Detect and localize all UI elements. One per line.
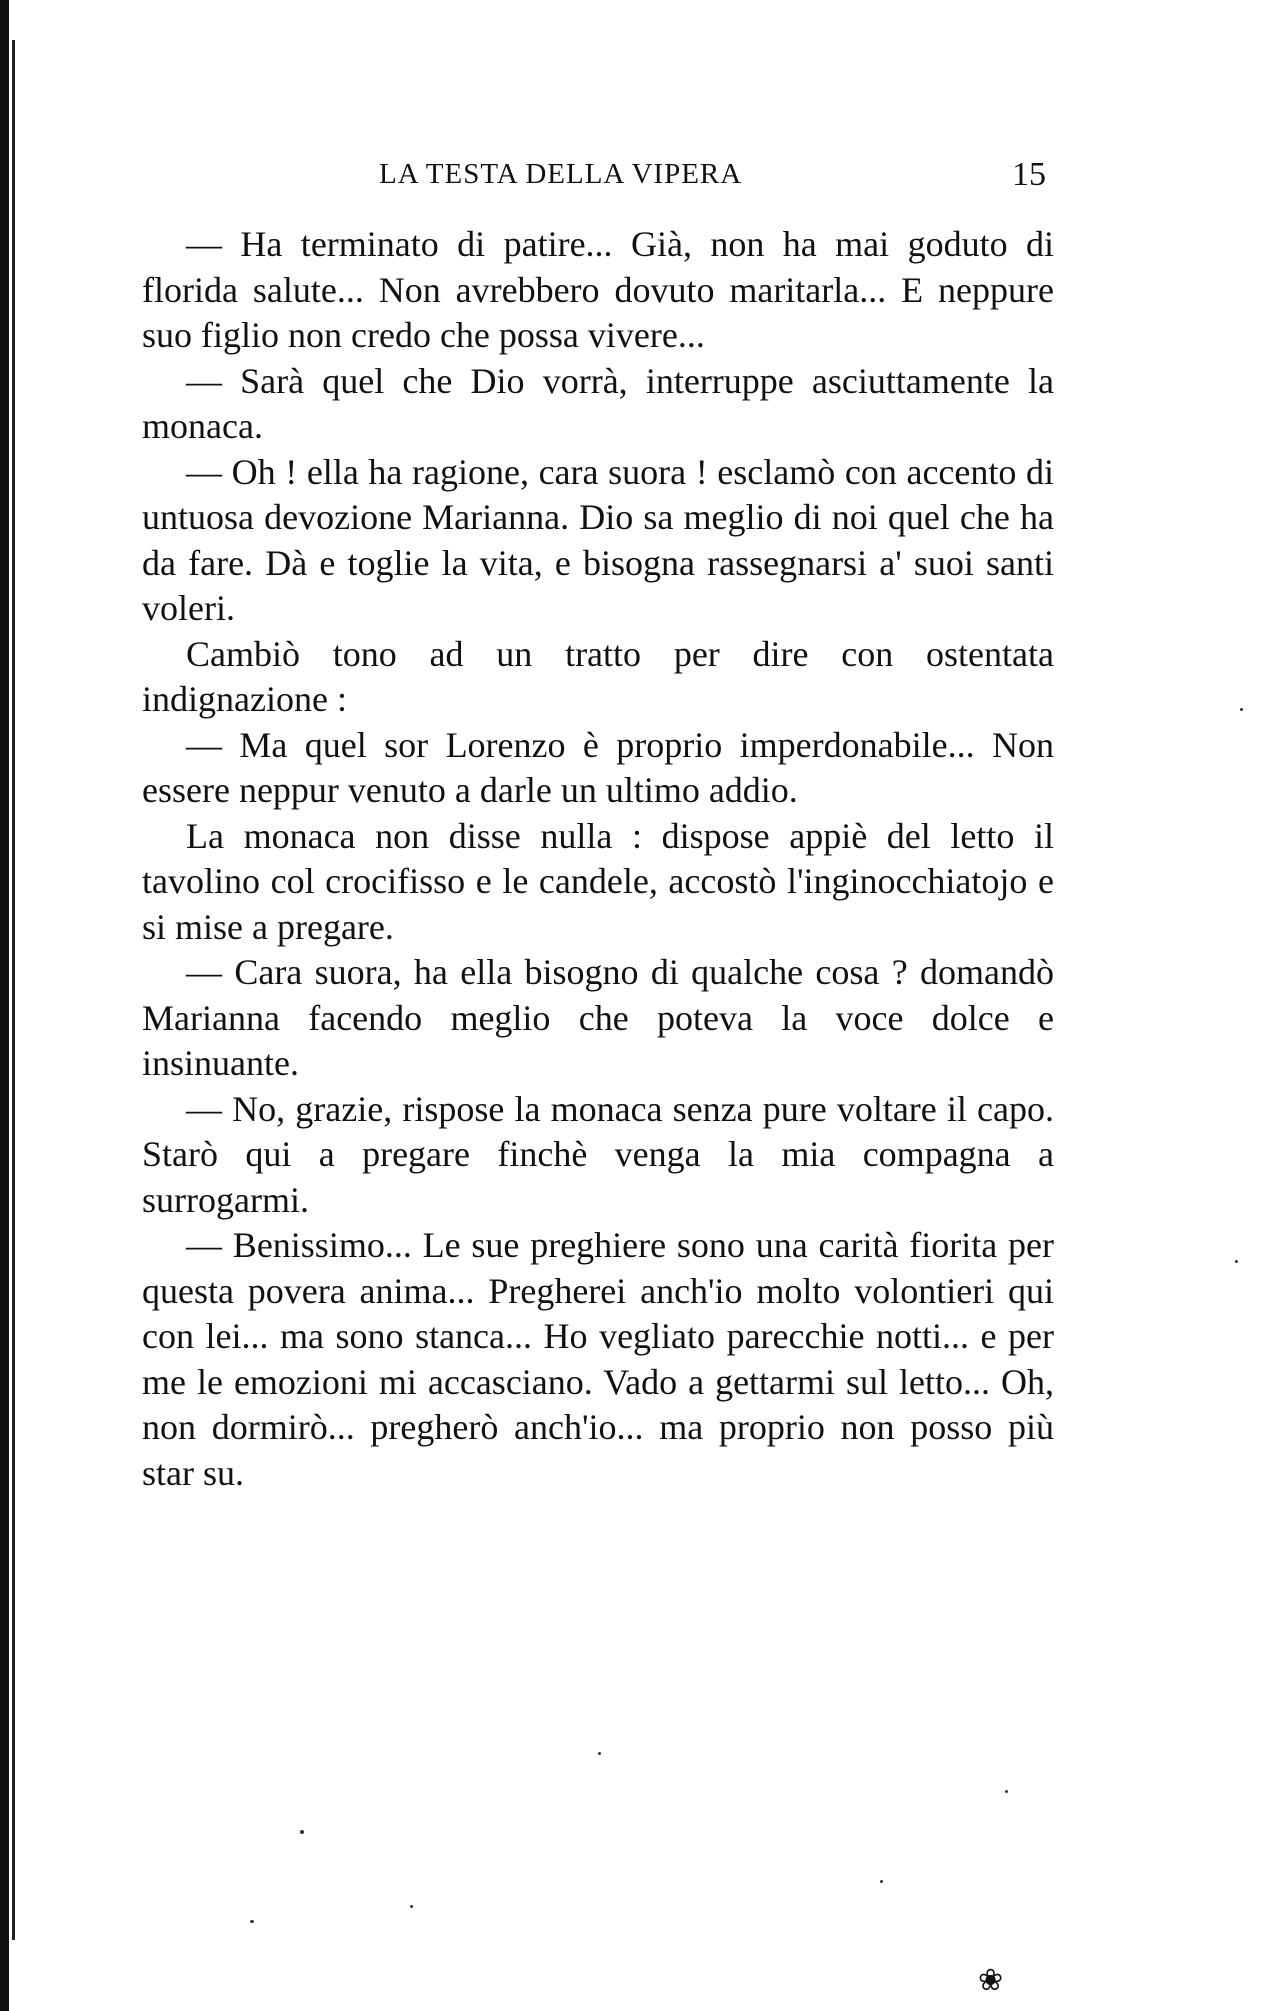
paragraph: — Ma quel sor Lorenzo è proprio imperdonabile... Non essere neppur venuto a darle un ultimo addio.	[142, 724, 1054, 810]
running-title: LA TESTA DELLA VIPERA	[379, 158, 743, 190]
paragraph: — Cara suora, ha ella bisogno di qualche cosa ? domandò Marianna facendo meglio che poteva la voce dolce e insinuante.	[142, 952, 1054, 1083]
paragraph: — Ha terminato di patire... Già, non ha mai goduto di florida salute... Non avrebbero dovuto maritarla... E neppure suo figlio non credo che possa vivere...	[142, 224, 1054, 355]
body-text	[142, 222, 1054, 1496]
ink-speck	[1240, 708, 1243, 711]
ink-speck	[250, 1920, 254, 1923]
paragraph: — Oh ! ella ha ragione, cara suora ! esclamò con accento di untuosa devozione Marianna. Dio sa meglio di noi quel che ha da fare. Dà e toglie la vita, e bisogna rassegnarsi a' suoi santi voleri.	[142, 451, 1054, 628]
paragraph: — Sarà quel che Dio vorrà, interruppe asciuttamente la monaca.	[142, 360, 1054, 446]
paragraph: — Benissimo... Le sue preghiere sono una carità fiorita per questa povera anima... Pregherei anch'io molto volontieri qui con lei... ma sono stanca... Ho vegliato parecchie notti... e per me le emozioni mi accasciano. Vado a gettarmi sul letto... Oh, non dormirò... pregherò anch'io... ma proprio non posso più star su.	[142, 1225, 1054, 1493]
paragraph: — No, grazie, rispose la monaca senza pure voltare il capo. Starò qui a pregare finchè venga la mia compagna a surrogarmi.	[142, 1088, 1054, 1220]
page-number: 15	[1012, 156, 1046, 193]
page-edge-shadow	[0, 0, 9, 2011]
running-header	[142, 158, 1054, 206]
ink-speck	[598, 1752, 601, 1755]
ink-speck	[300, 1830, 304, 1834]
paragraph: La monaca non disse nulla : dispose appiè del letto il tavolino col crocifisso e le candele, accostò l'inginocchiatojo e si mise a pregare.	[142, 815, 1054, 947]
page-edge-line	[12, 40, 15, 1940]
ink-speck	[410, 1905, 413, 1908]
printer-ornament-icon: ❀	[978, 1963, 1004, 1998]
ink-speck	[1235, 1260, 1238, 1263]
ink-speck	[1005, 1790, 1008, 1793]
paragraph: Cambiò tono ad un tratto per dire con ostentata indignazione :	[142, 633, 1054, 719]
ink-speck	[880, 1880, 883, 1883]
